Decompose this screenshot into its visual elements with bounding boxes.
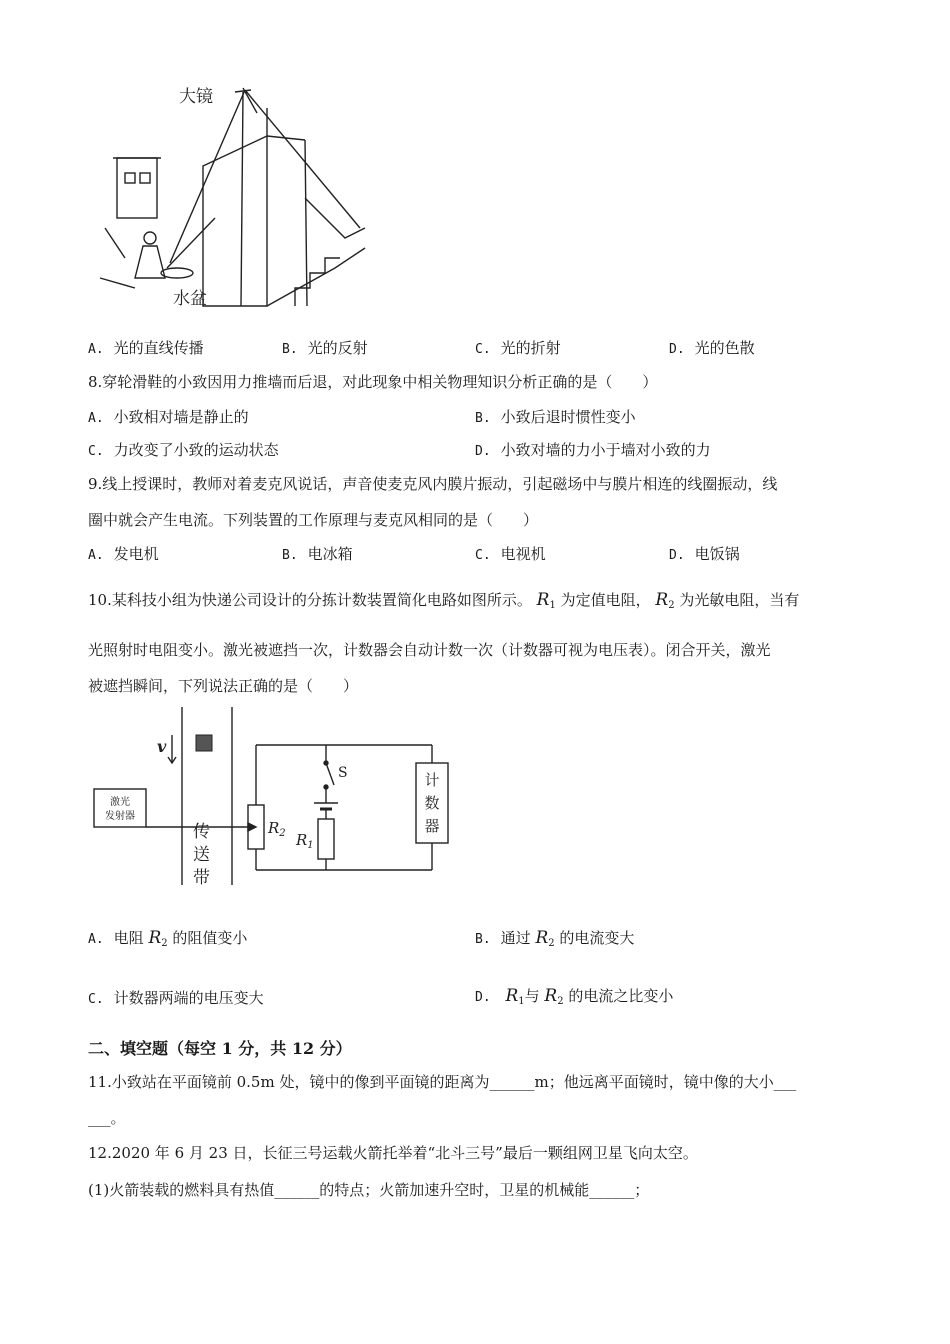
q8-stem: 8.穿轮滑鞋的小致因用力推墙而后退，对此现象中相关物理知识分析正确的是（ ） [88,373,658,391]
mirror-label: 大镜 [179,87,213,107]
q9-option-b[interactable]: B. 电冰箱 [282,545,353,563]
q10-stem-line3: 被遮挡瞬间，下列说法正确的是（ ） [88,677,359,695]
q7-option-a[interactable]: A. 光的直线传播 [88,339,204,357]
periscope-illustration [95,78,370,318]
q9-option-a[interactable]: A. 发电机 [88,545,159,563]
q10-stem-line2: 光照射时电阻变小。激光被遮挡一次，计数器会自动计数一次（计数器可视为电压表）。闭合开关，激光 [88,641,771,659]
q9-stem-line1: 9.线上授课时，教师对着麦克风说话，声音使麦克风内膜片振动，引起磁场中与膜片相连的线圈振动，线 [88,475,778,493]
q12-stem: 12.2020 年 6 月 23 日，长征三号运载火箭托举着“北斗三号”最后一颗组网卫星飞向太空。 [88,1144,698,1162]
q9-option-d[interactable]: D. 电饭锅 [669,545,740,563]
q11-line1: 11.小致站在平面镜前 0.5m 处，镜中的像到平面镜的距离为______m；他远离平面镜时，镜中像的大小___ [88,1073,797,1091]
q8-option-c[interactable]: C. 力改变了小致的运动状态 [88,441,279,459]
q10-option-a[interactable]: A. 电阻 $R_2$ 的阻值变小 [88,928,248,949]
q9-option-c[interactable]: C. 电视机 [475,545,546,563]
laser-label-line1: 激光 [110,797,130,808]
q10-option-c[interactable]: C. 计数器两端的电压变大 [88,989,264,1007]
q8-option-d[interactable]: D. 小致对墙的力小于墙对小致的力 [475,441,711,459]
q7-option-d[interactable]: D. 光的色散 [669,339,755,357]
switch-label: S [338,765,348,781]
q10-stem-line1: 10.某科技小组为快递公司设计的分拣计数装置简化电路如图所示。 $R_1$ 为定值电阻， $R_2$ 为光敏电阻，当有 [88,590,800,611]
belt-char-1: 传 [193,822,210,842]
q8-option-a[interactable]: A. 小致相对墙是静止的 [88,408,249,426]
basin-label: 水盆 [173,289,207,309]
counter-char-1: 计 [424,771,440,789]
q7-option-b[interactable]: B. 光的反射 [282,339,368,357]
r1-label: $R_1$ [296,831,314,851]
r2-label: $R_2$ [268,819,286,839]
counter-char-2: 数 [424,794,440,812]
q10-option-d[interactable]: D. $R_1$与 $R_2$ 的电流之比变小 [475,986,674,1007]
belt-char-3: 带 [193,868,210,888]
laser-label-line2: 发射器 [105,811,135,822]
q9-stem-line2: 圈中就会产生电流。下列装置的工作原理与麦克风相同的是（ ） [88,511,539,529]
q10-option-b[interactable]: B. 通过 $R_2$ 的电流变大 [475,928,635,949]
q12-sub1: (1)火箭装载的燃料具有热值______的特点；火箭加速升空时，卫星的机械能______； [88,1181,650,1199]
velocity-label: v [157,737,167,756]
circuit-diagram [90,705,450,890]
q11-line2: ___。 [88,1109,126,1127]
q8-option-b[interactable]: B. 小致后退时惯性变小 [475,408,636,426]
belt-char-2: 送 [193,845,210,865]
counter-char-3: 器 [424,817,440,835]
q7-option-c[interactable]: C. 光的折射 [475,339,561,357]
package-block [196,735,212,751]
section-heading: 二、填空题（每空 1 分，共 12 分） [88,1039,352,1058]
